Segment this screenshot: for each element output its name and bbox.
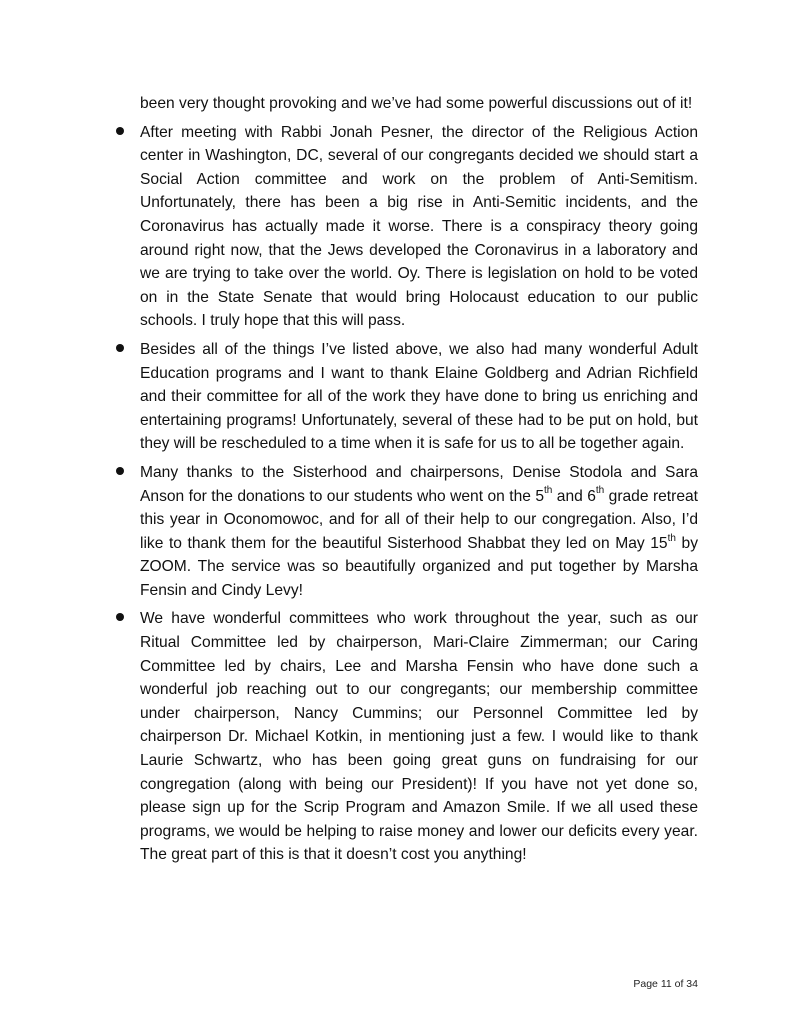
sisterhood-paragraph-part-2: and 6 — [552, 487, 596, 505]
ordinal-suffix: th — [544, 485, 553, 497]
ordinal-suffix: th — [667, 532, 676, 544]
sisterhood-paragraph-part-3: grade retreat this year in Oconomowoc, and for all of their help to our congregation. Also, I’d like to thank them for the beautiful Sisterhood Shabbat they led on May 15 — [140, 487, 699, 552]
committees-paragraph: We have wonderful committees who work throughout the year, such as our Ritual Committee led by chairperson, Mari-Claire Zimmerman; our Caring Committee led by chairs, Lee and Marsha Fensin who have done such a wonderful job reaching out to our congregants; our membership committee under chairperson, Nancy Cummins; our Personnel Committee led by chairperson Dr. Michael Kotkin, in mentioning just a few. I would like to thank Laurie Schwartz, who has been going great guns on fundraising for our congregation (along with being our President)! If you have not yet done so, please sign up for the Scrip Program and Amazon Smile. If we all used these programs, we would be helping to raise money and lower our deficits every year. The great part of this is that it doesn’t cost you anything! — [140, 610, 698, 864]
bullet-icon — [116, 613, 124, 621]
adult-education-paragraph: Besides all of the things I’ve listed above, we also had many wonderful Adult Education programs and I want to thank Elaine Goldberg and Adrian Richfield and their committee for all of the work they have done to bring us enriching and entertaining programs! Unfortunately, several of these had to be put on hold, but they will be rescheduled to a time when it is safe for us to all be together again. — [140, 340, 698, 453]
bullet-icon — [116, 344, 124, 352]
bullet-icon — [116, 127, 124, 135]
list-item — [114, 338, 698, 456]
sisterhood-paragraph-part-1: Many thanks to the Sisterhood and chairpersons, Denise Stodola and Sara Anson for the donations to our students who went on the 5 — [140, 463, 698, 505]
list-item — [114, 461, 698, 603]
sisterhood-paragraph-part-4: by ZOOM. The service was so beautifully organized and put together by Marsha Fensin and Cindy Levy! — [140, 534, 698, 599]
continuation-paragraph: been very thought provoking and we’ve had some powerful discussions out of it! — [140, 95, 693, 112]
page-content — [114, 92, 698, 872]
list-item — [114, 607, 698, 867]
social-action-paragraph: After meeting with Rabbi Jonah Pesner, the director of the Religious Action center in Washington, DC, several of our congregants decided we should start a Social Action committee and work on the problem of Anti-Semitism. Unfortunately, there has been a big rise in Anti-Semitic incidents, and the Coronavirus has actually made it worse. There is a conspiracy theory going around right now, that the Jews developed the Coronavirus in a laboratory and we are trying to take over the world. Oy. There is legislation on hold to be voted on in the State Senate that would bring Holocaust education to our public schools. I truly hope that this will pass. — [140, 123, 698, 330]
bullet-icon — [116, 467, 124, 475]
list-item — [114, 121, 698, 333]
ordinal-suffix: th — [595, 485, 605, 497]
page-number: Page 11 of 34 — [633, 978, 698, 990]
bullet-list — [114, 121, 698, 867]
